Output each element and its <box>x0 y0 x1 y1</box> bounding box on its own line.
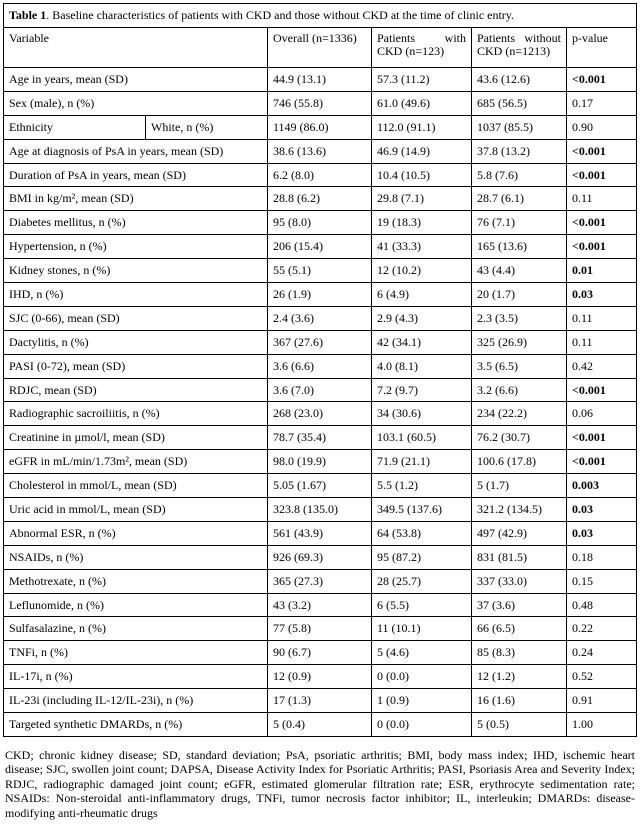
table-cell: <0.001 <box>567 450 637 474</box>
table-cell: 42 (34.1) <box>372 330 472 354</box>
table-cell: 5.5 (1.2) <box>372 474 472 498</box>
table-cell: Age at diagnosis of PsA in years, mean (SD) <box>4 139 268 163</box>
table-row <box>4 283 637 307</box>
table-cell: <0.001 <box>567 211 637 235</box>
table-cell: 103.1 (60.5) <box>372 426 472 450</box>
table-cell: Cholesterol in mmol/L, mean (SD) <box>4 474 268 498</box>
table-cell: 0.52 <box>567 665 637 689</box>
table-cell: 323.8 (135.0) <box>268 498 372 522</box>
table-cell: Duration of PsA in years, mean (SD) <box>4 163 268 187</box>
table-cell: 37 (3.6) <box>472 593 567 617</box>
table-cell: 78.7 (35.4) <box>268 426 372 450</box>
table-row-ethnicity <box>4 115 637 139</box>
table-cell: <0.001 <box>567 68 637 92</box>
table-cell: eGFR in mL/min/1.73m², mean (SD) <box>4 450 268 474</box>
table-cell: 2.3 (3.5) <box>472 306 567 330</box>
table-cell: 0.11 <box>567 306 637 330</box>
table-row <box>4 617 637 641</box>
table-cell: 2.4 (3.6) <box>268 306 372 330</box>
table-cell: 26 (1.9) <box>268 283 372 307</box>
table-cell: 44.9 (13.1) <box>268 68 372 92</box>
table-row <box>4 665 637 689</box>
header-overall: Overall (n=1336) <box>268 28 372 68</box>
table-row <box>4 402 637 426</box>
table-row <box>4 211 637 235</box>
table-cell: 112.0 (91.1) <box>372 115 472 139</box>
table-row <box>4 521 637 545</box>
table-row <box>4 354 637 378</box>
table-cell: 5 (4.6) <box>372 641 472 665</box>
table-row <box>4 426 637 450</box>
table-cell: 20 (1.7) <box>472 283 567 307</box>
table-cell: 98.0 (19.9) <box>268 450 372 474</box>
table-cell: 0.18 <box>567 545 637 569</box>
table-cell: Uric acid in mmol/L, mean (SD) <box>4 498 268 522</box>
table-cell: <0.001 <box>567 163 637 187</box>
table-cell: Targeted synthetic DMARDs, n (%) <box>4 713 268 737</box>
table-cell: <0.001 <box>567 139 637 163</box>
table-cell: 0.11 <box>567 330 637 354</box>
table-cell: Age in years, mean (SD) <box>4 68 268 92</box>
table-cell: 3.6 (7.0) <box>268 378 372 402</box>
table-row <box>4 593 637 617</box>
table-cell: 367 (27.6) <box>268 330 372 354</box>
table-cell: 12 (10.2) <box>372 259 472 283</box>
table-row <box>4 259 637 283</box>
table-cell: 337 (33.0) <box>472 569 567 593</box>
header-ckd-line1: Patients with <box>377 31 466 45</box>
table-cell: Diabetes mellitus, n (%) <box>4 211 268 235</box>
table-cell: 43 (3.2) <box>268 593 372 617</box>
table-cell: <0.001 <box>567 235 637 259</box>
table-cell: 325 (26.9) <box>472 330 567 354</box>
table-cell: Creatinine in µmol/l, mean (SD) <box>4 426 268 450</box>
table-row <box>4 330 637 354</box>
table-cell: 561 (43.9) <box>268 521 372 545</box>
table-cell: 1.00 <box>567 713 637 737</box>
table-cell: 746 (55.8) <box>268 91 372 115</box>
table-cell: 6 (4.9) <box>372 283 472 307</box>
table-row <box>4 498 637 522</box>
table-row <box>4 450 637 474</box>
table-row <box>4 187 637 211</box>
table-cell: Sulfasalazine, n (%) <box>4 617 268 641</box>
table-cell: 41 (33.3) <box>372 235 472 259</box>
table-cell: 6.2 (8.0) <box>268 163 372 187</box>
table-cell: IL-17i, n (%) <box>4 665 268 689</box>
table-cell: 0.03 <box>567 283 637 307</box>
table-cell: 66 (6.5) <box>472 617 567 641</box>
table-cell: 77 (5.8) <box>268 617 372 641</box>
table-cell: 61.0 (49.6) <box>372 91 472 115</box>
table-cell: 46.9 (14.9) <box>372 139 472 163</box>
table-cell: 76.2 (30.7) <box>472 426 567 450</box>
table-caption <box>4 4 637 28</box>
table-cell: 0.22 <box>567 617 637 641</box>
table-cell: 497 (42.9) <box>472 521 567 545</box>
table-cell: Sex (male), n (%) <box>4 91 268 115</box>
table-cell: SJC (0-66), mean (SD) <box>4 306 268 330</box>
table-cell: White, n (%) <box>146 115 268 139</box>
table-row <box>4 641 637 665</box>
table-cell: 90 (6.7) <box>268 641 372 665</box>
table-cell: 43 (4.4) <box>472 259 567 283</box>
table-cell: <0.001 <box>567 426 637 450</box>
table-cell: 365 (27.3) <box>268 569 372 593</box>
table-cell: 11 (10.1) <box>372 617 472 641</box>
table-cell: 5.8 (7.6) <box>472 163 567 187</box>
table-cell: 0.48 <box>567 593 637 617</box>
table-cell: RDJC, mean (SD) <box>4 378 268 402</box>
header-variable: Variable <box>4 28 268 68</box>
table-cell: 12 (1.2) <box>472 665 567 689</box>
table-cell: 6 (5.5) <box>372 593 472 617</box>
table-cell: 1037 (85.5) <box>472 115 567 139</box>
table-cell: Dactylitis, n (%) <box>4 330 268 354</box>
table-cell: 10.4 (10.5) <box>372 163 472 187</box>
table-cell: 321.2 (134.5) <box>472 498 567 522</box>
table-cell: 5 (0.5) <box>472 713 567 737</box>
table-cell: Ethnicity <box>4 115 146 139</box>
table-cell: 0.06 <box>567 402 637 426</box>
table-cell: PASI (0-72), mean (SD) <box>4 354 268 378</box>
table-cell: Methotrexate, n (%) <box>4 569 268 593</box>
table-cell: 28.7 (6.1) <box>472 187 567 211</box>
table-row <box>4 474 637 498</box>
table-cell: 0.15 <box>567 569 637 593</box>
table-cell: 71.9 (21.1) <box>372 450 472 474</box>
table-row <box>4 569 637 593</box>
caption-text: . Baseline characteristics of patients with CKD and those without CKD at the time of clinic entry. <box>46 8 515 22</box>
table-cell: 2.9 (4.3) <box>372 306 472 330</box>
table-cell: 95 (8.0) <box>268 211 372 235</box>
table-cell: 349.5 (137.6) <box>372 498 472 522</box>
table-footnote: CKD; chronic kidney disease; SD, standard deviation; PsA, psoriatic arthritis; BMI, body mass index; IHD, ischemic heart disease; SJC, swollen joint count; DAPSA, Disease Activity Index for Psoriatic Arthritis; PASI, Psoriasis Area and Severity Index; RDJC, radiographic damaged joint count; eGFR, estimated glomerular filtration rate; ESR, erythrocyte sedimentation rate; NSAIDs: Non-steroidal anti-inflammatory drugs, TNFi, tumor necrosis factor inhibitor; IL, interleukin; DMARDs: disease-modifying anti-rheumatic drugs <box>5 747 635 820</box>
table-cell: 55 (5.1) <box>268 259 372 283</box>
table-cell: 268 (23.0) <box>268 402 372 426</box>
table-cell: 3.2 (6.6) <box>472 378 567 402</box>
table-row <box>4 378 637 402</box>
table-cell: 1 (0.9) <box>372 689 472 713</box>
table-cell: 206 (15.4) <box>268 235 372 259</box>
table-cell: 12 (0.9) <box>268 665 372 689</box>
table-cell: 57.3 (11.2) <box>372 68 472 92</box>
table-row <box>4 68 637 92</box>
header-ckd-line2: CKD (n=123) <box>377 44 445 58</box>
table-cell: 0.90 <box>567 115 637 139</box>
table-row <box>4 306 637 330</box>
table-cell: 85 (8.3) <box>472 641 567 665</box>
table-cell: Radiographic sacroiliitis, n (%) <box>4 402 268 426</box>
table-row <box>4 713 637 737</box>
table-cell: Hypertension, n (%) <box>4 235 268 259</box>
header-row <box>4 28 637 68</box>
header-p-value: p-value <box>567 28 637 68</box>
header-no-ckd-line1: Patients without <box>477 31 561 45</box>
table-cell: 234 (22.2) <box>472 402 567 426</box>
table-cell: 0.11 <box>567 187 637 211</box>
table-cell: 685 (56.5) <box>472 91 567 115</box>
table-cell: 76 (7.1) <box>472 211 567 235</box>
header-ckd <box>372 28 472 68</box>
table-cell: 34 (30.6) <box>372 402 472 426</box>
header-no-ckd <box>472 28 567 68</box>
table-row <box>4 91 637 115</box>
table-cell: 5 (0.4) <box>268 713 372 737</box>
table-row <box>4 139 637 163</box>
table-cell: 3.6 (6.6) <box>268 354 372 378</box>
header-no-ckd-line2: CKD (n=1213) <box>477 44 551 58</box>
table-cell: 43.6 (12.6) <box>472 68 567 92</box>
table-cell: 19 (18.3) <box>372 211 472 235</box>
table-cell: 0.003 <box>567 474 637 498</box>
table-cell: 1149 (86.0) <box>268 115 372 139</box>
table-row <box>4 689 637 713</box>
table-cell: 17 (1.3) <box>268 689 372 713</box>
table-cell: 165 (13.6) <box>472 235 567 259</box>
table-cell: 926 (69.3) <box>268 545 372 569</box>
table-cell: 0 (0.0) <box>372 665 472 689</box>
table-cell: 4.0 (8.1) <box>372 354 472 378</box>
table-cell: 0.24 <box>567 641 637 665</box>
table-cell: Kidney stones, n (%) <box>4 259 268 283</box>
table-cell: Abnormal ESR, n (%) <box>4 521 268 545</box>
table-cell: 28 (25.7) <box>372 569 472 593</box>
table-cell: IHD, n (%) <box>4 283 268 307</box>
table-cell: 0.03 <box>567 498 637 522</box>
table-cell: 64 (53.8) <box>372 521 472 545</box>
table-cell: 29.8 (7.1) <box>372 187 472 211</box>
caption-label: Table 1 <box>9 8 47 22</box>
table-cell: 38.6 (13.6) <box>268 139 372 163</box>
table-cell: IL-23i (including IL-12/IL-23i), n (%) <box>4 689 268 713</box>
table-cell: NSAIDs, n (%) <box>4 545 268 569</box>
table-cell: BMI in kg/m², mean (SD) <box>4 187 268 211</box>
table-cell: 3.5 (6.5) <box>472 354 567 378</box>
table-cell: 831 (81.5) <box>472 545 567 569</box>
table-cell: 0.42 <box>567 354 637 378</box>
baseline-characteristics-table <box>3 3 637 737</box>
table-cell: 0.03 <box>567 521 637 545</box>
table-cell: <0.001 <box>567 378 637 402</box>
table-row <box>4 163 637 187</box>
table-row <box>4 545 637 569</box>
table-cell: 5 (1.7) <box>472 474 567 498</box>
table-cell: 0 (0.0) <box>372 713 472 737</box>
table-cell: 37.8 (13.2) <box>472 139 567 163</box>
table-cell: 100.6 (17.8) <box>472 450 567 474</box>
table-cell: 0.91 <box>567 689 637 713</box>
table-row <box>4 235 637 259</box>
table-cell: 7.2 (9.7) <box>372 378 472 402</box>
table-cell: 16 (1.6) <box>472 689 567 713</box>
table-cell: Leflunomide, n (%) <box>4 593 268 617</box>
table-cell: 28.8 (6.2) <box>268 187 372 211</box>
table-cell: 5.05 (1.67) <box>268 474 372 498</box>
table-cell: 0.17 <box>567 91 637 115</box>
table-cell: 0.01 <box>567 259 637 283</box>
table-cell: TNFi, n (%) <box>4 641 268 665</box>
table-cell: 95 (87.2) <box>372 545 472 569</box>
